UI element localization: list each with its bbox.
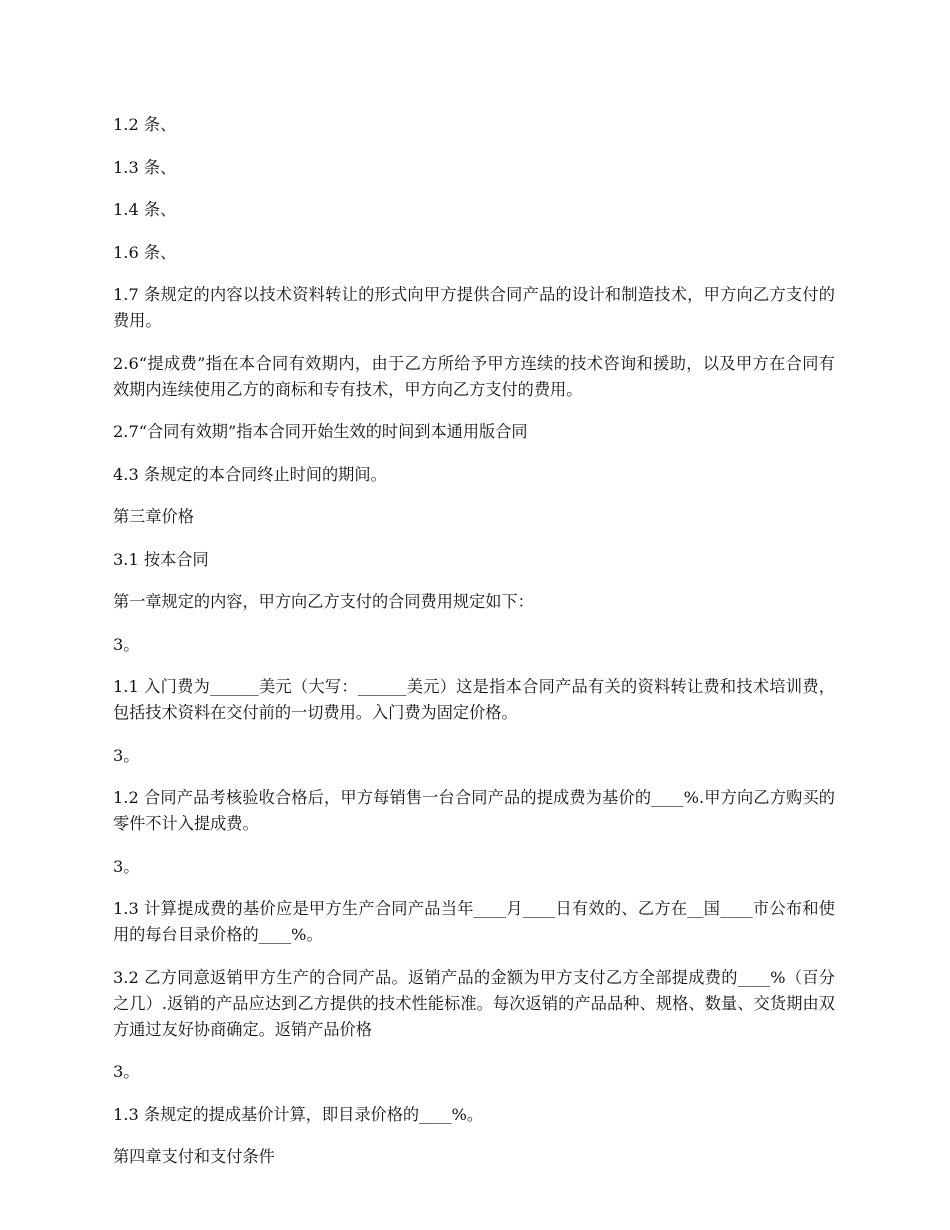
- chapter-heading-4: 第四章支付和支付条件: [113, 1147, 275, 1166]
- paragraph-16: 3。: [113, 856, 140, 876]
- paragraph-5: 1.7 条规定的内容以技术资料转让的形式向甲方提供合同产品的设计和制造技术，甲方向乙方支付的费用。: [113, 285, 835, 330]
- paragraph-18: 3.2 乙方同意返销甲方生产的合同产品。返销产品的金额为甲方支付乙方全部提成费的____%（百分之几）.返销的产品应达到乙方提供的技术性能标准。每次返销的产品品种、规格、数量、交货期由双方通过友好协商确定。返销产品价格: [113, 967, 835, 1039]
- paragraph-1: 1.2 条、: [113, 115, 177, 134]
- paragraph-17: 1.3 计算提成费的基价应是甲方生产合同产品当年____月____日有效的、乙方在__国____市公布和使用的每台目录价格的____%。: [113, 899, 835, 944]
- paragraph-15: 1.2 合同产品考核验收合格后，甲方每销售一台合同产品的提成费为基价的____%.甲方向乙方购买的零件不计入提成费。: [113, 788, 835, 833]
- paragraph-19: 3。: [113, 1062, 140, 1081]
- paragraph-10: 3.1 按本合同: [113, 549, 209, 569]
- paragraph-6: 2.6“提成费”指在本合同有效期内，由于乙方所给予甲方连续的技术咨询和援助，以及甲方在合同有效期内连续使用乙方的商标和专有技术，甲方向乙方支付的费用。: [113, 353, 835, 399]
- paragraph-20: 1.3 条规定的提成基价计算，即目录价格的____%。: [113, 1104, 484, 1124]
- paragraph-7: 2.7“合同有效期”指本合同开始生效的时间到本通用版合同: [113, 422, 528, 441]
- paragraph-14: 3。: [113, 745, 140, 765]
- paragraph-12: 3。: [113, 634, 140, 654]
- paragraph-13: 1.1 入门费为______美元（大写：______美元）这是指本合同产品有关的资料转让费和技术培训费，包括技术资料在交付前的一切费用。入门费为固定价格。: [113, 677, 835, 722]
- paragraph-4: 1.6 条、: [113, 242, 177, 262]
- chapter-heading-3: 第三章价格: [113, 507, 194, 526]
- paragraph-3: 1.4 条、: [113, 200, 177, 219]
- document-body: [113, 112, 835, 1187]
- paragraph-11: 第一章规定的内容，甲方向乙方支付的合同费用规定如下：: [113, 592, 534, 611]
- paragraph-2: 1.3 条、: [113, 157, 177, 177]
- paragraph-8: 4.3 条规定的本合同终止时间的期间。: [113, 464, 387, 484]
